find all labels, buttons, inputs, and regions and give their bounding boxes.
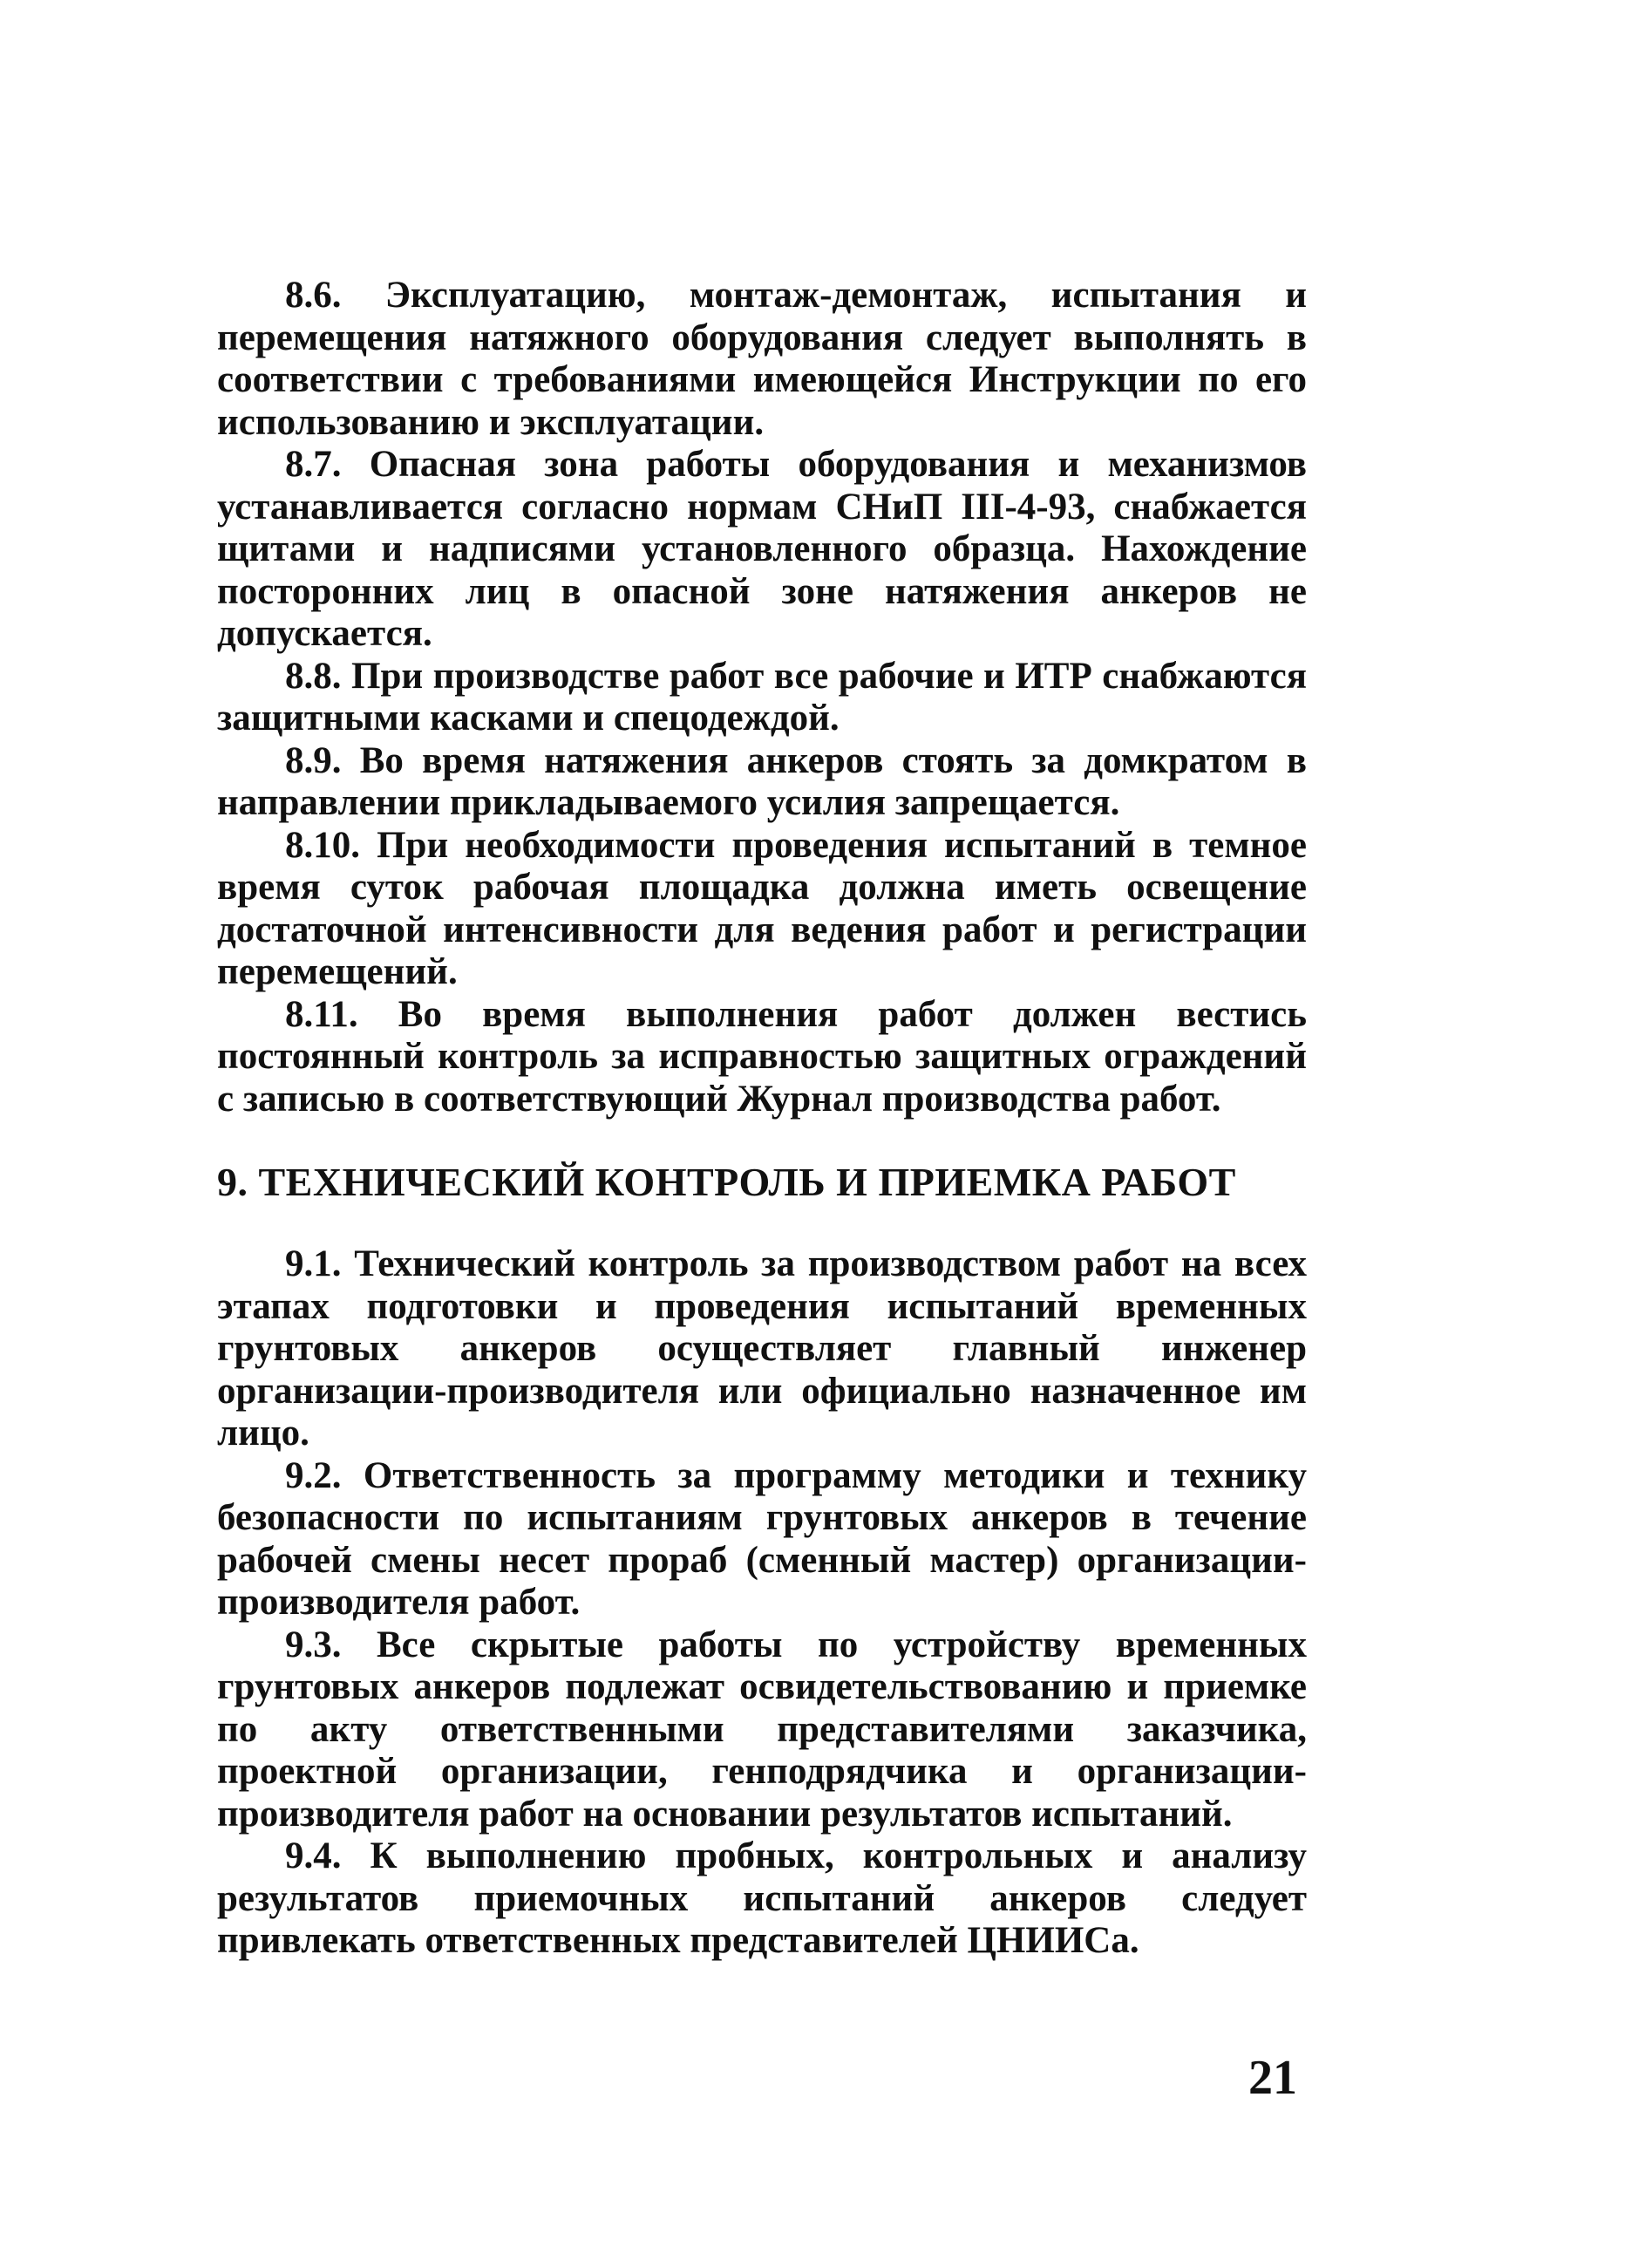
paragraph-9-1: 9.1. Технический контроль за производством работ на всех этапах подготовки и проведения испытаний временных грунтовых анкеров осуществляет главный инженер организации-производителя или официально назначенное им лицо. bbox=[217, 1243, 1307, 1454]
paragraph-9-2: 9.2. Ответственность за программу методики и технику безопасности по испытаниям грунтовых анкеров в течение рабочей смены несет прораб (сменный мастер) организации-производителя работ. bbox=[217, 1454, 1307, 1623]
section-9-title: 9. ТЕХНИЧЕСКИЙ КОНТРОЛЬ И ПРИЕМКА РАБОТ bbox=[217, 1160, 1236, 1204]
page-number: 21 bbox=[1248, 2051, 1297, 2105]
paragraph-8-6: 8.6. Эксплуатацию, монтаж-демонтаж, испытания и перемещения натяжного оборудования следует выполнять в соответствии с требованиями имеющейся Инструкции по его использованию и эксплуатации. bbox=[217, 275, 1307, 443]
document-page bbox=[217, 275, 1307, 1963]
paragraph-8-7: 8.7. Опасная зона работы оборудования и механизмов устанавливается согласно нормам СНиП III-4-93, снабжается щитами и надписями установленного образца. Нахождение посторонних лиц в опасной зоне натяжения анкеров не допускается. bbox=[217, 444, 1307, 654]
paragraph-8-9: 8.9. Во время натяжения анкеров стоять за домкратом в направлении прикладываемого усилия запрещается. bbox=[217, 739, 1307, 823]
paragraph-9-4: 9.4. К выполнению пробных, контрольных и анализу результатов приемочных испытаний анкеров следует привлекать ответственных представителей ЦНИИСа. bbox=[217, 1835, 1307, 1961]
paragraph-8-10: 8.10. При необходимости проведения испытаний в темное время суток рабочая площадка должна иметь освещение достаточной интенсивности для ведения работ и регистрации перемещений. bbox=[217, 824, 1307, 992]
paragraph-8-8: 8.8. При производстве работ все рабочие и ИТР снабжаются защитными касками и спецодеждой. bbox=[217, 655, 1307, 739]
paragraph-9-3: 9.3. Все скрытые работы по устройству временных грунтовых анкеров подлежат освидетельствованию и приемке по акту ответственными представителями заказчика, проектной организации, генподрядчика и организации-производителя работ на основании результатов испытаний. bbox=[217, 1624, 1307, 1835]
paragraph-8-11: 8.11. Во время выполнения работ должен вестись постоянный контроль за исправностью защитных ограждений с записью в соответствующий Журнал производства работ. bbox=[217, 993, 1307, 1120]
